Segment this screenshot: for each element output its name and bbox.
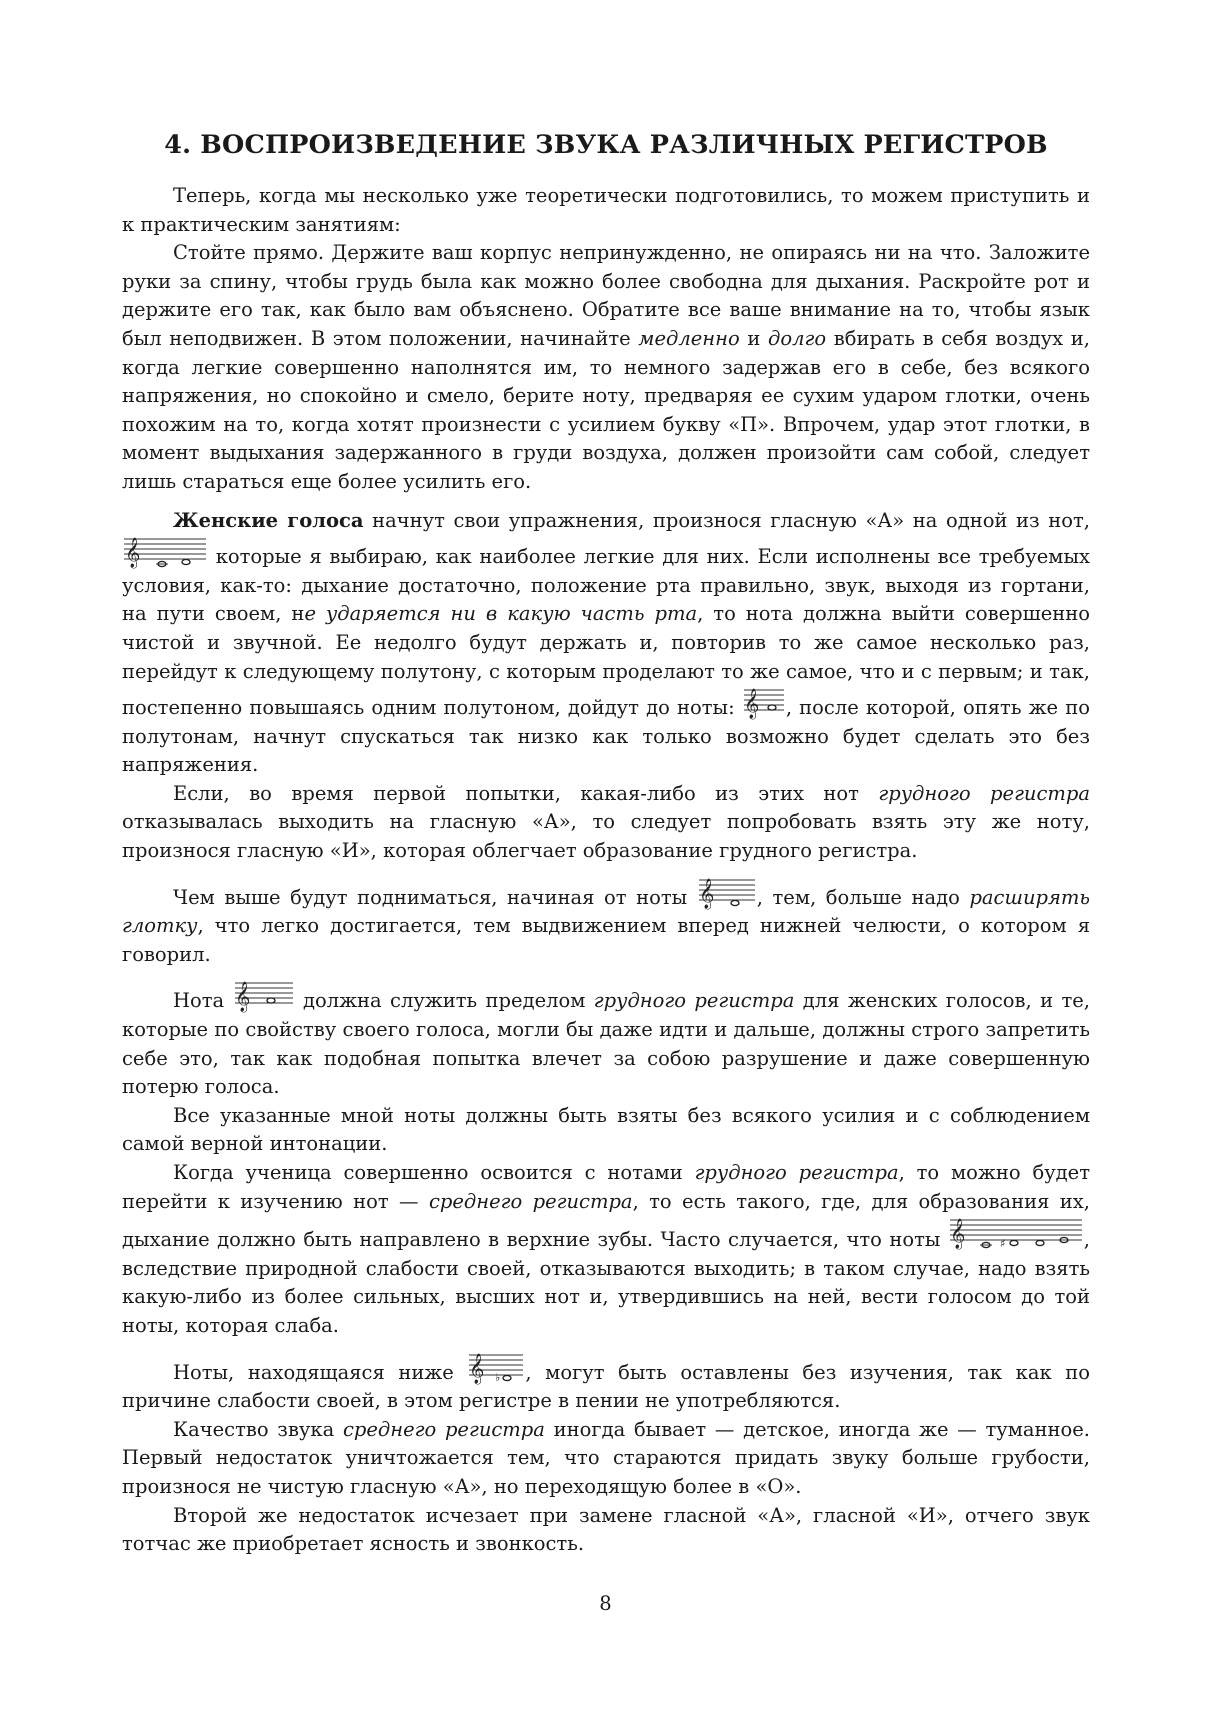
music-staff-note-start (697, 876, 757, 910)
paragraph-middle-register: Когда ученица совершенно освоится с нотами грудного регистра, то можно будет перейти к изучению нот — среднего регистра, то есть такого, где, для образования их, дыхание должно быть направлено в верхние зубы. Часто случается, что ноты 𝄞 ♯ , вследствие природной слабости своей, отказываются выходить; в таком случае, надо взять какую-либо из более сильных, высших нот и, утвердившись на ней, вести голосом до той ноты, которая слаба. (122, 1161, 1091, 1337)
svg-text:𝄞: 𝄞 (949, 1219, 966, 1250)
svg-text:𝄞: 𝄞 (234, 982, 250, 1013)
paragraph-intonation: Все указанные мной ноты должны быть взяты без всякого усилия и с соблюдением самой верной интонации. (122, 1103, 1090, 1156)
svg-text:𝄞: 𝄞 (743, 689, 760, 720)
music-staff-note-upper-limit (742, 686, 786, 720)
svg-text:♭: ♭ (495, 1370, 501, 1384)
paragraph-intro: Теперь, когда мы несколько уже теоретически подготовились, то можем приступить и к практическим занятиям: (122, 184, 1090, 236)
paragraph-sound-quality: Качество звука среднего регистра иногда бывает — детское, иногда же — туманное. Первый недостаток уничтожается тем, что стараются придать звуку больше грубости, произнося не чистую гласную «А», но переходящую более в «О». (122, 1417, 1091, 1498)
paragraph-posture: Стойте прямо. Держите ваш корпус непринужденно, не опираясь ни на что. Заложите руки за спину, чтобы грудь была как можно более свободна для дыхания. Раскройте рот и держите его так, как было вам объяснено. Обратите все ваше внимание на то, чтобы язык был неподвижен. В этом положении, начинайте медленно и долго вбирать в себя воздух и, когда легкие совершенно наполнятся им, то немного задержав его в себе, без всякого напряжения, но спокойно и смело, берите ноту, предваряя ее сухим ударом глотки, очень похожим на то, когда хотят произнести с усилием букву «П». Впрочем, удар этот глотки, в момент выдыхания задержанного в груди воздуха, должен произойти сам собой, следует лишь стараться еще более усилить его. (122, 241, 1090, 493)
page-body (122, 130, 1090, 1559)
paragraph-female-voices: Женские голоса начнут свои упражнения, произнося гласную «А» на одной из нот, 𝄞 которые я выбираю, как наиболее легкие для них. Если исполнены все требуемых условия, как-то: дыхание достаточно, положение рта правильно, звук, выходя из гортани, на пути своем, не ударяется ни в какую часть рта, то нота должна выйти совершенно чистой и звучной. Ее недолго будут держать и, повторив то же самое несколько раз, перейдут к следующему полутону, с которым проделают то же самое, что и с первым; и так, постепенно повышаясь одним полутоном, дойдут до ноты: 𝄞 , после которой, опять же по полутонам, начнут спускаться так низко как только возможно будет сделать это без напряжения. (122, 508, 1090, 777)
paragraph-chest-limit: Нота 𝄞 должна служить пределом грудного регистра для женских голосов, и те, которые по свойству своего голоса, могли бы даже идти и дальше, должны строго запретить себе это, так как подобная попытка влечет за собою разрушение и даже совершенную потерю голоса. (122, 979, 1090, 1101)
svg-text:𝄞: 𝄞 (698, 878, 715, 909)
music-staff-note-limit (233, 979, 295, 1013)
music-staff-notes-weak (948, 1216, 1084, 1252)
svg-text:𝄞: 𝄞 (469, 1353, 485, 1384)
paragraph-lower-notes: Ноты, находящаяся ниже 𝄞 ♭ , могут быть оставлены без изучения, так как по причине слабости своей, в этом регистре в пении не употребляются. (122, 1351, 1090, 1416)
svg-text:𝄞: 𝄞 (125, 538, 141, 569)
svg-text:♯: ♯ (999, 1237, 1006, 1251)
music-staff-note-flat (467, 1351, 525, 1385)
page-number: 8 (599, 1592, 612, 1615)
section-heading: 4. ВОСПРОИЗВЕДЕНИЕ ЗВУКА РАЗЛИЧНЫХ РЕГИСТРОВ (164, 130, 1048, 160)
paragraph-widen-throat: Чем выше будут подниматься, начиная от ноты 𝄞 , тем, больше надо расширять глотку, что легко достигается, тем выдвижением вперед нижней челюсти, о котором я говорил. (122, 876, 1090, 970)
paragraph-chest-register: Если, во время первой попытки, какая-либо из этих нот грудного регистра отказывалась выходить на гласную «А», то следует попробовать взять эту же ноту, произнося гласную «И», которая облегчает образование грудного регистра. (122, 781, 1091, 863)
music-staff-notes-low (122, 535, 208, 569)
paragraph-second-defect: Второй же недостаток исчезает при замене гласной «А», гласной «И», отчего звук тотчас же приобретает ясность и звонкость. (122, 1503, 1090, 1556)
